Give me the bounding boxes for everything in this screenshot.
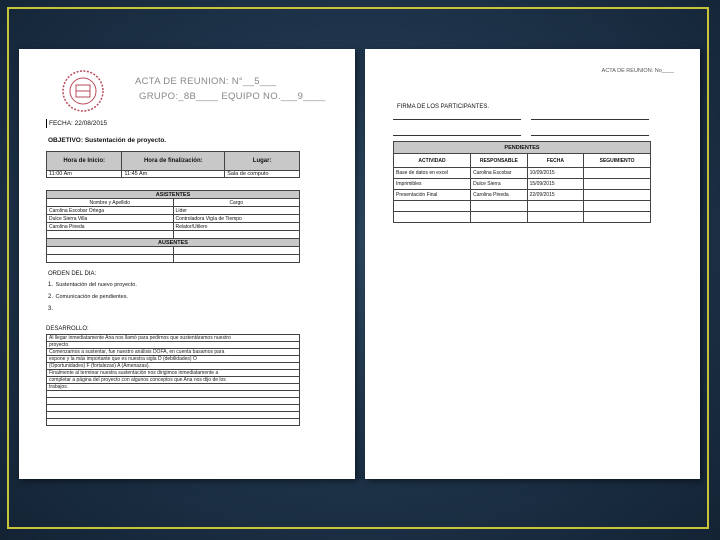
grupo-line: GRUPO:_8B____ EQUIPO NO.___9____ [139,91,326,102]
asistente-name: Carolina Pineda [47,223,174,231]
ausente-cargo [173,255,300,263]
desarrollo-line: proyecto. [47,342,300,349]
pendiente-responsable: Carolina Escobar [471,168,528,179]
table-row [47,207,300,215]
desarrollo-line: (Oportunidades) F (fortalezas) A (Amenazas). [47,363,300,370]
firma-title: FIRMA DE LOS PARTICIPANTES. [397,104,490,110]
fecha-line: FECHA: 22/08/2015 [49,120,108,127]
pendientes-title: PENDIENTES [394,142,651,154]
table-row [47,223,300,231]
pendiente-actividad: Base de datos en excel [394,168,471,179]
table-row [47,342,300,349]
pendiente-actividad: Imprimibles [394,179,471,190]
seguimiento-header: SEGUIMIENTO [584,154,651,168]
asistente-cargo: Controladora Vigía de Tiempo [173,215,300,223]
ausentes-title: AUSENTES [47,239,300,247]
cargo-header: Cargo [173,199,300,207]
orden-item [48,294,128,300]
table-row [47,370,300,377]
orden-text: Comunicación de pendientes. [55,294,128,300]
pendiente-actividad: Presentación Final [394,190,471,201]
signature-line [393,119,521,120]
desarrollo-line [47,398,300,405]
desarrollo-line [47,412,300,419]
hora-fin-header: Hora de finalización: [122,152,225,171]
hora-fin-value: 11:45 Am [122,171,225,178]
pendiente-fecha: 22/09/2015 [527,190,584,201]
desarrollo-line: expone y la más importante que es nuestra sigla D (debilidades) O [47,356,300,363]
orden-bullet: 2. [48,294,54,300]
desarrollo-table [46,334,300,426]
table-row [394,168,651,179]
desarrollo-line: Comenzamos a sustentar, fue nuestro análisis DOFA, en cuenta basamos para [47,349,300,356]
ausente-cargo [173,247,300,255]
hora-table [46,151,300,178]
signature-line [531,119,649,120]
objetivo-line: OBJETIVO: Sustentación de proyecto. [48,137,167,144]
signature-line [393,135,521,136]
table-row [394,201,651,212]
table-row [47,215,300,223]
table-row [47,377,300,384]
table-row [47,335,300,342]
table-row [47,255,300,263]
asistente-name [47,231,174,239]
desarrollo-line: Finalmente al terminar nuestra sustentación nos dirigimos inmediatamente a [47,370,300,377]
pendientes-table [393,141,651,223]
orden-title: ORDEN DEL DIA: [48,271,97,277]
table-row [47,405,300,412]
fecha-header: FECHA [527,154,584,168]
asistente-name: Carolina Escobar Ortega [47,207,174,215]
acta-label: ACTA DE REUNION: No____ [601,68,674,74]
table-row [47,247,300,255]
table-row [47,363,300,370]
hora-inicio-header: Hora de Inicio: [47,152,122,171]
desarrollo-line: Al llegar inmediatamente Ana nos llamó para pedirnos que sustentáramos nuestro [47,335,300,342]
hora-inicio-value: 11:00 Am [47,171,122,178]
desarrollo-line: completar a página del proyecto con algunos conceptos que Ana nos dijo de los [47,377,300,384]
pendiente-fecha [527,212,584,223]
institution-seal-icon [61,69,105,113]
ausente-name [47,255,174,263]
pendiente-responsable: Dulce Sierra [471,179,528,190]
acta-title: ACTA DE REUNION: N°__5___ [135,76,277,87]
pendiente-fecha: 10/09/2015 [527,168,584,179]
pendiente-responsable [471,201,528,212]
ausente-name [47,247,174,255]
pendiente-responsable: Carolina Pineda [471,190,528,201]
orden-item [48,306,54,312]
asistentes-title: ASISTENTES [47,191,300,199]
table-row [47,349,300,356]
signature-line [531,135,649,136]
pendiente-actividad [394,201,471,212]
document-page-left [19,49,355,479]
nombre-header: Nombre y Apellido [47,199,174,207]
asistente-cargo: Relator/Utilero [173,223,300,231]
responsable-header: RESPONSABLE [471,154,528,168]
table-row [394,179,651,190]
table-row [47,412,300,419]
orden-text: Sustentación del nuevo proyecto. [55,282,137,288]
table-row [47,356,300,363]
pendiente-seguimiento [584,168,651,179]
asistente-cargo [173,231,300,239]
table-row [47,391,300,398]
pendiente-seguimiento [584,212,651,223]
table-row [47,398,300,405]
table-row [394,190,651,201]
asistente-cargo: Líder [173,207,300,215]
pendiente-fecha: 15/09/2015 [527,179,584,190]
orden-item [48,282,137,288]
pendiente-seguimiento [584,201,651,212]
asistentes-table [46,190,300,263]
table-row [47,231,300,239]
desarrollo-title: DESARROLLO: [46,326,89,332]
lugar-header: Lugar: [225,152,300,171]
pendiente-seguimiento [584,190,651,201]
pendiente-fecha [527,201,584,212]
pendiente-responsable [471,212,528,223]
desarrollo-line: trabajos. [47,384,300,391]
pendiente-actividad [394,212,471,223]
pendiente-seguimiento [584,179,651,190]
actividad-header: ACTIVIDAD [394,154,471,168]
table-row [47,419,300,426]
table-row [394,212,651,223]
text-cursor [46,119,47,128]
desarrollo-line [47,419,300,426]
table-row [47,384,300,391]
orden-bullet: 3. [48,306,54,312]
asistente-name: Dulce Sierra Villa [47,215,174,223]
document-page-right [365,49,700,479]
desarrollo-line [47,405,300,412]
desarrollo-line [47,391,300,398]
lugar-value: Sala de computo [225,171,300,178]
orden-bullet: 1. [48,282,54,288]
